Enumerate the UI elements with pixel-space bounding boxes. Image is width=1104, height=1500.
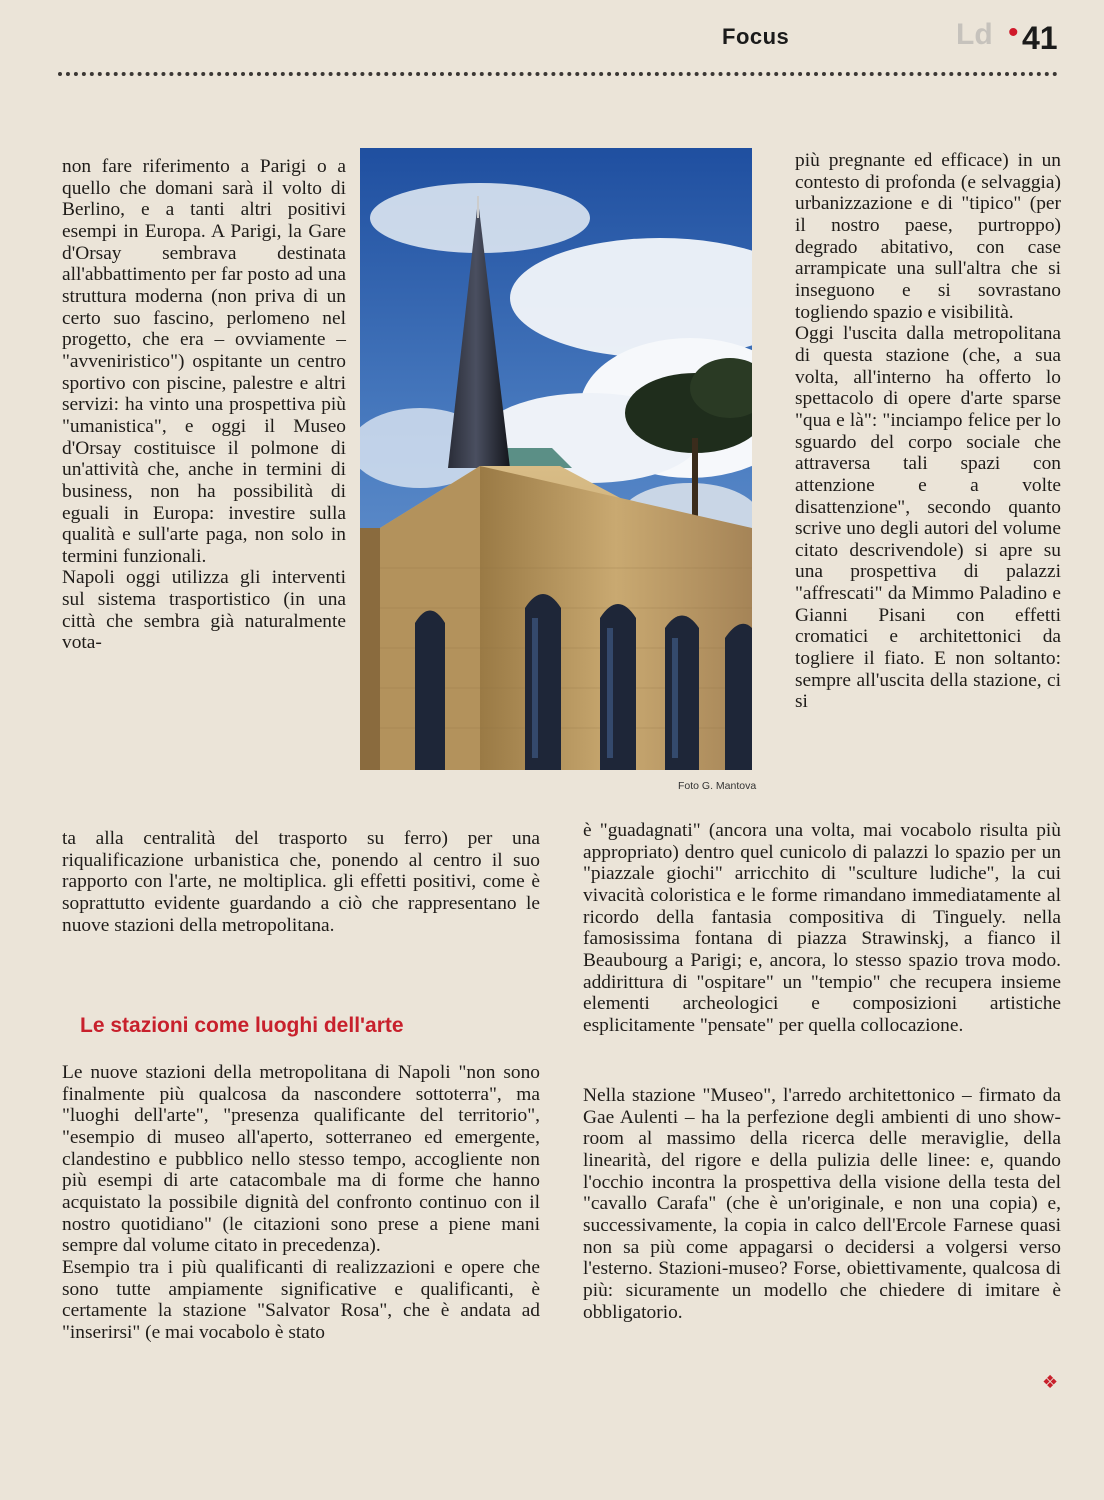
paragraph-orsay: non fare riferimento a Parigi o a quello che domani sarà il volto di Berlino, e a tanti altri positivi esempi in Europa. A Parigi, la Gare d'Orsay sembrava destinata all'abbattimento per far posto ad una struttura moderna (non priva di un certo suo fascino, perlomeno nel progetto, che era – ovviamente – "avveniristico") ospitante un centro sportivo con piscine, palestre e altri servizi: ha vinto una prospettiva più "umanistica", e oggi il Museo d'Orsay costituisce il polmone di un'attività che, anche in termini di business, non ha possibilità di eguali in Europa: investire sulla qualità e sull'arte paga, non solo in termini funzionali. [62,156,346,567]
article-right-column [795,150,1061,713]
paragraph-napoli: Napoli oggi utilizza gli interventi sul sistema trasportistico (in una città che sembra già naturalmente vota- [62,567,346,654]
section-title: Focus [722,24,790,49]
station-photo [360,148,752,770]
station-photo-image [360,148,752,770]
header-divider [58,72,1058,76]
section-heading: Le stazioni come luoghi dell'arte [80,1014,404,1037]
header-bullet: • [1008,16,1019,49]
paragraph-uscita: Oggi l'uscita dalla metropolitana di questa stazione (che, a sua volta, all'interno ha offerto lo spettacolo di opere d'arte sparse "qua e là": "inciampo felice per lo sguardo del corpo sociale che attraversa tali spazi con attenzione e a volte disattenzione", secondo quanto scrive uno degli autori del volume citato descrivendole) si apre su una prospettiva di palazzi "affrescati" da Mimmo Paladino e Gianni Pisani con effetti cromatici e architettonici da togliere il fiato. E non soltanto: sempre all'uscita della stazione, ci si [795,323,1061,713]
article-left-bottom [62,1062,540,1344]
paragraph-salvator-rosa: Esempio tra i più qualificanti di realizzazioni e opere che sono tutte ampiamente significative e qualificanti, è certamente la stazione "Salvator Rosa", che è andata ad "inserirsi" (e mai vocabolo è stato [62,1256,540,1343]
article-left-column [62,156,346,654]
end-of-article-icon: ❖ [1042,1372,1059,1393]
article-right-bottom: Nella stazione "Museo", l'arredo architettonico – firmato da Gae Aulenti – ha la perfezione degli ambienti di uno show-room al massimo della ricerca delle meraviglie, della linearità, del rigore e della pulizia delle linee: e, quando l'occhio incontra la prospettiva della visione della testa del "cavallo Carafa" (che è un'originale, e non una copia) e, successivamente, la copia in calco dell'Ercole Farnese quasi non sa più come appagarsi o decidersi a volgersi verso l'esterno. Stazioni-museo? Forse, obiettivamente, qualcosa di più: sicuramente un modello che chiedere di imitare è obbligatorio. [583,1085,1061,1323]
page-number: 41 [1022,20,1058,56]
magazine-logo: Ld [956,18,993,51]
paragraph-contesto: più pregnante ed efficace) in un contesto di profonda (e selvaggia) urbanizzazione e di "tipico" (per il nostro paese, purtroppo) degrado abitativo, con case arrampicate una sull'altra che si inseguono e si sovrastano togliendo spazio e visibilità. [795,150,1061,323]
article-left-wide: ta alla centralità del trasporto su ferro) per una riqualificazione urbanistica che, ponendo al centro il suo rapporto con l'arte, ne moltiplica. gli effetti positivi, come è soprattutto evidente guardando a ciò che rappresentano le nuove stazioni della metropolitana. [62,828,540,936]
photo-caption: Foto G. Mantova [678,780,757,792]
paragraph-stazioni: Le nuove stazioni della metropolitana di Napoli "non sono finalmente più qualcosa da nascondere sottoterra", ma "luoghi dell'arte", "presenza qualificante del territorio", "esempio di museo all'aperto, sotterraneo ed emergente, clandestino e pubblico nello stesso tempo, accogliente non più esempi di arte catacombale ma di forme che hanno acquistato la possibile dignità del confronto continuo con il nostro quotidiano" (le citazioni sono prese a piene mani sempre dal volume citato in precedenza). [62,1062,540,1257]
article-right-wide: è "guadagnati" (ancora una volta, mai vocabolo risulta più appropriato) dentro quel cunicolo di palazzi lo spazio per un "piazzale giochi" arricchito di "sculture ludiche", la cui vivacità coloristica e le forme rimandano immediatamente al ricordo della fantasia compositiva di Tinguely. nella famosissima fontana di piazza Strawinskj, a fianco il Beaubourg a Parigi; e, ancora, lo stesso spazio trova modo. addirittura di "ospitare" un "tempio" che recupera insieme elementi archeologici e composizioni artistiche esplicitamente "pensate" per quella collocazione. [583,820,1061,1036]
